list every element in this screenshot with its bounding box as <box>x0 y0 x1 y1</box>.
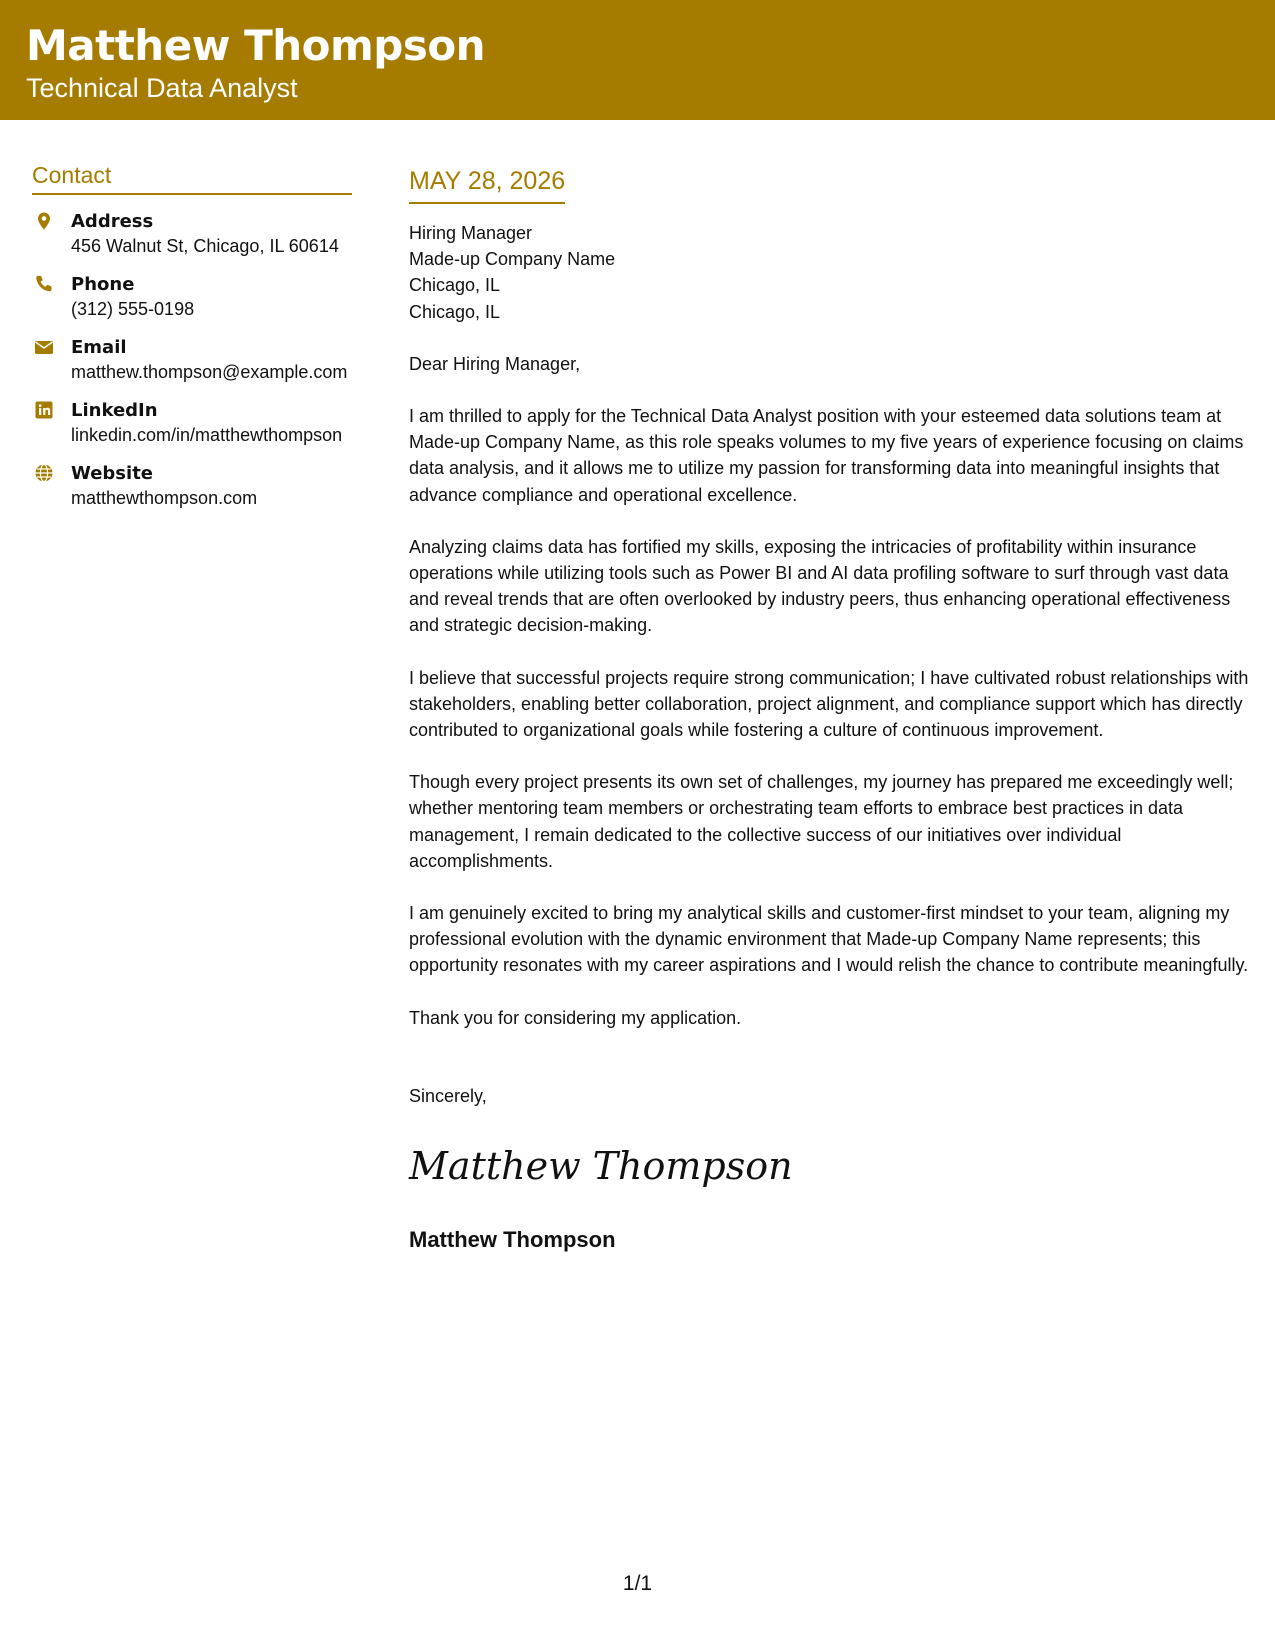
contact-label: Email <box>71 337 127 358</box>
recipient-line: Chicago, IL <box>409 275 501 296</box>
signature-text: Matthew Thompson <box>409 1144 793 1189</box>
contact-value: linkedin.com/in/matthewthompson <box>71 425 343 445</box>
contact-value: matthew.thompson@example.com <box>71 362 348 382</box>
letter-paragraph: I believe that successful projects require strong communication; I have cultivated robust relationships with stakeholders, enabling better collaboration, project alignment, and compliance support which has directly contributed to organizational goals while fostering a culture of continuous improvement. <box>409 667 1249 741</box>
phone-icon <box>34 274 54 294</box>
envelope-icon <box>34 337 54 357</box>
recipient-line: Chicago, IL <box>409 301 501 322</box>
header-banner <box>0 0 1275 120</box>
contact-value: (312) 555-0198 <box>71 299 195 319</box>
page-number: 1/1 <box>622 1572 653 1595</box>
contact-label: Website <box>71 463 154 484</box>
letter-paragraph: I am thrilled to apply for the Technical Data Analyst position with your esteemed data solutions team at Made-up Company Name, as this role speaks volumes to my five years of experience focusing on claims data analysis, and it allows me to utilize my passion for transforming data into meaningful insights that advance compliance and operational excellence. <box>409 406 1244 505</box>
letter-body <box>409 166 1254 1253</box>
letter-paragraph: Though every project presents its own set of challenges, my journey has prepared me exceedingly well; whether mentoring team members or orchestrating team efforts to embrace best practices in data management, I remain dedicated to the collective success of our initiatives over individual accomplishments. <box>409 772 1234 871</box>
linkedin-icon <box>34 400 54 420</box>
contact-value: matthewthompson.com <box>71 488 258 508</box>
recipient-line: Hiring Manager <box>409 223 533 243</box>
letter-date: MAY 28, 2026 <box>409 166 565 204</box>
contact-label: LinkedIn <box>71 400 158 421</box>
signer-name: Matthew Thompson <box>409 1227 616 1253</box>
contact-label: Address <box>71 211 154 232</box>
globe-icon <box>34 463 54 483</box>
contact-sidebar <box>32 162 352 524</box>
contact-address <box>32 209 352 259</box>
recipient-line: Made-up Company Name <box>409 249 616 270</box>
closing-phrase: Sincerely, <box>409 1085 487 1106</box>
contact-value: 456 Walnut St, Chicago, IL 60614 <box>71 236 339 256</box>
applicant-name: Matthew Thompson <box>26 21 486 70</box>
handwritten-signature <box>409 1135 793 1199</box>
contact-linkedin <box>32 398 352 448</box>
recipient-block <box>409 220 1254 325</box>
letter-paragraph: Thank you for considering my application. <box>409 1007 742 1028</box>
contact-label: Phone <box>71 274 135 295</box>
applicant-role: Technical Data Analyst <box>26 73 298 103</box>
contact-phone <box>32 272 352 322</box>
contact-email <box>32 335 352 385</box>
contact-website <box>32 461 352 511</box>
salutation: Dear Hiring Manager, <box>409 353 581 374</box>
letter-paragraph: Analyzing claims data has fortified my skills, exposing the intricacies of profitability within insurance operations while utilizing tools such as Power BI and AI data profiling software to surf through vast data and reveal trends that are often overlooked by industry peers, thus enhancing operational effectiveness and strategic decision-making. <box>409 536 1231 636</box>
letter-paragraph: I am genuinely excited to bring my analytical skills and customer-first mindset to your team, aligning my professional evolution with the dynamic environment that Made-up Company Name represents; this opportunity resonates with my career aspirations and I would relish the chance to contribute meaningfully. <box>409 903 1249 976</box>
contact-section-title: Contact <box>32 162 352 195</box>
location-pin-icon <box>34 211 54 231</box>
